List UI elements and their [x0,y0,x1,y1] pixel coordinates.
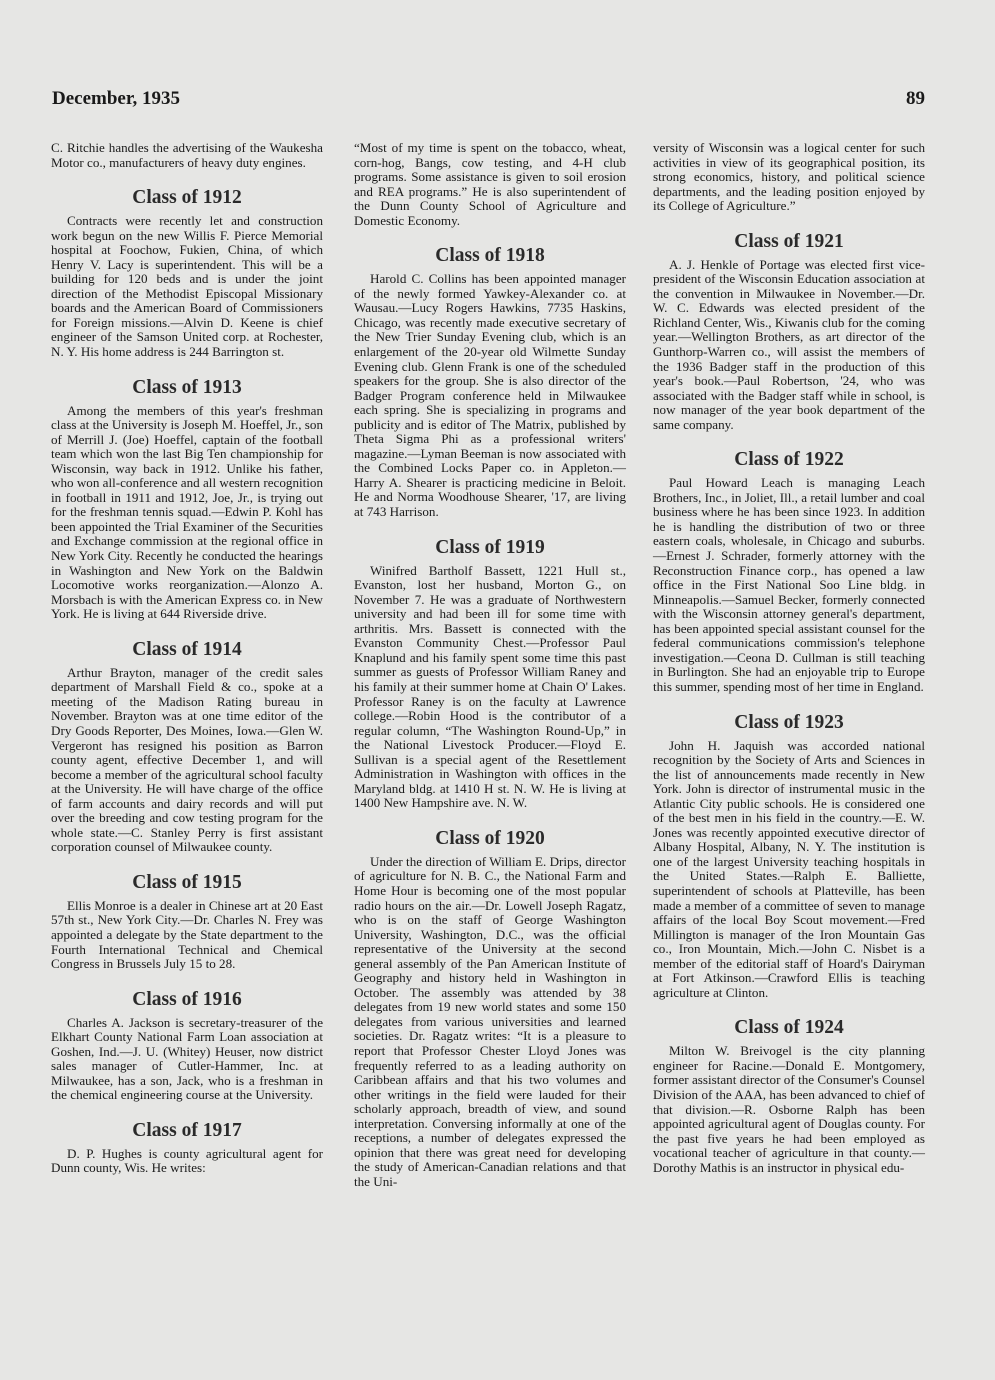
section-heading: Class of 1912 [132,187,242,209]
section-heading: Class of 1918 [435,245,545,267]
paragraph: Arthur Brayton, manager of the credit sales department of Marshall Field & co., spoke at a meeting of the Madison Rating bureau in November. Brayton was at one time editor of the Dry Goods Reporter, Des Moines, Iowa.—Glen W. Vergeront has resigned his position as Barron county agent, effective December 1, and will become a member of the agricultural school faculty at the University. He will have charge of the office of farm accounts and dairy records and will put over the breeding and cow testing program for the whole state.—C. Stanley Perry is first assistant corporation counsel of Milwaukee county. [51,664,323,855]
paragraph: Among the members of this year's freshman class at the University is Joseph M. Hoeffel, Jr., son of Merrill J. (Joe) Hoeffel, captain of the football team which won the last Big Ten championship for Wisconsin, way back in 1912. Unlike his father, who won all-conference and all western recognition in football in 1911 and 1912, Joe, Jr., is trying out for the freshman tennis squad.—Edwin P. Kohl has been appointed the Trial Examiner of the Securities and Exchange commission at the regional office in New York City. Recently he conducted the hearings in Washington and New York on the Baldwin Locomotive works reorganization.—Alonzo A. Morsbach is with the American Express co. in New York. He is living at 644 Riverside drive. [51,402,323,622]
paragraph: Paul Howard Leach is managing Leach Brothers, Inc., in Joliet, Ill., a retail lumber and coal business where he has been since 1923. In addition he is handling the distribution of two or three eastern coals, wholesale, in Chicago and suburbs.—Ernest J. Schrader, formerly attorney with the Reconstruction Finance corp., has opened a law office in the First National Soo Line bldg. in Minneapolis.—Samuel Becker, formerly connected with the Wisconsin attorney general's department, has been appointed special assistant counsel for the federal communications commission's telephone investigation.—Ceona D. Cullman is still teaching in Burlington. She had an enjoyable trip to Europe this summer, spending most of her time in England. [653,475,925,694]
column-2 [354,141,626,1189]
section-heading: Class of 1923 [734,711,844,733]
paragraph: John H. Jaquish was accorded national recognition by the Society of Arts and Sciences in the list of announcements made recently in New York. John is director of instrumental music in the Atlantic City public schools. He is considered one of the best men in his field in the country.—E. W. Jones was recently appointed executive director of Albany Hospital, Albany, N. Y. The institution is one of the largest University teaching hospitals in the United States.—Ralph E. Balliette, superintendent of schools at Platteville, has been made a member of a committee of seven to manage affairs of the local Boy Scout movement.—Fred Millington is manager of the Iron Mountain Gas co., Iron Mountain, Mich.—John C. Nisbet is a member of the editorial staff of Hoard's Dairyman at Fort Atkinson.—Crawford Ellis is teaching agriculture at Clinton. [653,737,925,1000]
paragraph: Milton W. Breivogel is the city planning engineer for Racine.—Donald E. Montgomery, former assistant director of the Consumer's Counsel Division of the AAA, has been advanced to chief of that division.—R. Osborne Ralph has been appointed agricultural agent of Douglas county. For the past five years he had been employed as vocational teacher of agriculture in that county.—Dorothy Mathis is an instructor in physical edu- [653,1043,925,1175]
paragraph: A. J. Henkle of Portage was elected first vice-president of the Wisconsin Education association at the convention in Milwaukee in November.—Dr. W. C. Edwards was elected president of the Richland Center, Wis., Kiwanis club for the coming year.—Wellington Brothers, as art director of the Gunthorp-Warren co., will assist the members of the 1936 Badger staff in the production of this year's book.—Paul Robertson, '24, who was associated with the Badger staff while in school, is now manager of the year book department of the same company. [653,256,925,432]
paragraph: Contracts were recently let and construction work begun on the new Willis F. Pierce Memorial hospital at Foochow, Fukien, China, of which Henry V. Lacy is superintendent. This will be a building for 120 beds and is under the joint direction of the Methodist Episcopal Missionary boards and the American Board of Commissioners for Foreign missions.—Alvin D. Keene is chief engineer of the Samson United corp. at Rochester, N. Y. His home address is 244 Barrington st. [51,213,323,360]
paragraph: Winifred Bartholf Bassett, 1221 Hull st., Evanston, lost her husband, Morton G., on November 7. He was a graduate of Northwestern university and had been ill for some time with arthritis. Mrs. Bassett is connected with the Evanston Community Chest.—Professor Paul Knaplund and his family spent some time this past summer as guests of Professor William Raney and his family at their summer home at Chain O' Lakes. Professor Raney is on the faculty at Lawrence college.—Robin Hood is the contributor of a regular column, “The Washington Round-Up,” in the National Livestock Producer.—Floyd E. Sullivan is a special agent of the Resettlement Administration in Washington with offices in the Maryland bldg. at 1410 H st. N. W. He is living at 1400 New Hampshire ave. N. W. [354,562,626,811]
paragraph: C. Ritchie handles the advertising of the Waukesha Motor co., manufacturers of heavy duty engines. [51,140,323,170]
paragraph: Under the direction of William E. Drips, director of agriculture for N. B. C., the National Farm and Home Hour is becoming one of the most popular radio hours on the air.—Dr. Lowell Joseph Ragatz, who is on the staff of George Washington University, Washington, D.C., was the official representative of the University at the second general assembly of the Pan American Institute of Geography and history held in Washington in October. The assembly was attended by 38 delegates from 19 new world states and some 150 delegates from various universities and learned societies. Dr. Ragatz writes: “It is a pleasure to report that Professor Chester Lloyd Jones was frequently referred to as a leading authority on Caribbean affairs and that his two volumes and other writings in the field were lauded for their scholarly approach, breadth of view, and sound interpretation. Conversing informally at one of the receptions, a number of delegates expressed the opinion that there was great need for developing the study of American-Canadian relations and that the Uni- [354,853,626,1189]
page-number: 89 [906,88,925,109]
paragraph: D. P. Hughes is county agricultural agent for Dunn county, Wis. He writes: [51,1145,323,1176]
paragraph: Ellis Monroe is a dealer in Chinese art at 20 East 57th st., New York City.—Dr. Charles N. Frey was appointed a delegate by the State department to the Fourth International Technical and Chemical Congress in Brussels July 15 to 28. [51,897,323,972]
section-heading: Class of 1921 [734,230,844,252]
page-header [52,88,925,112]
column-3 [653,141,925,1175]
section-heading: Class of 1914 [132,638,242,660]
section-heading: Class of 1917 [132,1119,242,1141]
section-heading: Class of 1913 [132,376,242,398]
paragraph: versity of Wisconsin was a logical center for such activities in view of its geographical position, its strong economics, history, and political science departments, and the leading position enjoyed by its College of Agriculture.” [653,140,925,214]
section-heading: Class of 1924 [734,1017,844,1039]
issue-date: December, 1935 [52,88,181,109]
column-1 [51,141,323,1176]
section-heading: Class of 1922 [734,449,844,471]
section-heading: Class of 1915 [132,871,242,893]
paragraph: Harold C. Collins has been appointed manager of the newly formed Yawkey-Alexander co. at Wausau.—Lucy Rogers Hawkins, 7735 Haskins, Chicago, was recently made executive secretary of the New Trier Sunday Evening club, which is an enlargement of the 20-year old Wilmette Sunday Evening club. Glenn Frank is one of the scheduled speakers for the group. She is also director of the Badger Program conference held in Milwaukee each spring. She is specializing in programs and publicity and is editor of The Matrix, published by Theta Sigma Phi as a professional writers' magazine.—Lyman Beeman is now associated with the Combined Locks Paper co. in Appleton.—Harry A. Shearer is practicing medicine in Beloit. He and Norma Woodhouse Shearer, '17, are living at 743 Harrison. [354,271,626,520]
paragraph: Charles A. Jackson is secretary-treasurer of the Elkhart County National Farm Loan association at Goshen, Ind.—J. U. (Whitey) Heuser, now district sales manager of Cutler-Hammer, Inc. at Milwaukee, has a son, Jack, who is a freshman in the chemical engineering course at the University. [51,1014,323,1103]
section-heading: Class of 1920 [435,827,545,849]
paragraph: “Most of my time is spent on the tobacco, wheat, corn-hog, Bangs, cow testing, and 4-H club programs. Some assistance is given to soil erosion and REA programs.” He is also superintendent of the Dunn County School of Agriculture and Domestic Economy. [354,140,626,228]
section-heading: Class of 1919 [435,536,545,558]
section-heading: Class of 1916 [132,988,242,1010]
